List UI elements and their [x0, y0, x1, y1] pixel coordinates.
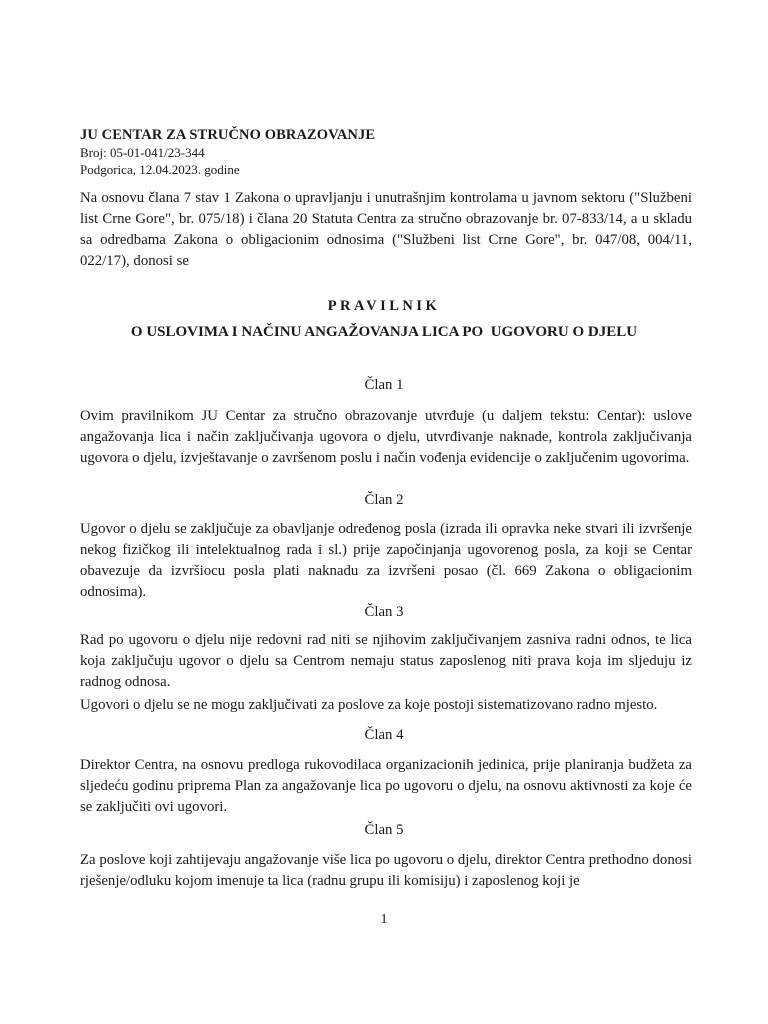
article-5-paragraph: Za poslove koji zahtijevaju angažovanje više lica po ugovoru o djelu, direktor Centra prethodno donosi rješenje/odluku kojom imenuje ta lica (radnu grupu ili komisiju) i zaposlenog koji je — [80, 852, 692, 889]
article-3-paragraph-2: Ugovori o djelu se ne mogu zaključivati za poslove za koje postoji sistematizovano radno mjesto. — [80, 697, 658, 713]
article-2-paragraph: Ugovor o djelu se zaključuje za obavljanje određenog posla (izrada ili opravka neke stvari ili izvršenje nekog fizičkog ili intelektualnog rada i sl.) prije započinjanja ugovorenog posla, za koji se Centar obavezuje da izvršiocu posla plati naknadu za izvršeni posao (čl. 669 Zakona o obligacionim odnosima). — [80, 521, 692, 600]
document-title: PRAVILNIK — [327, 298, 441, 314]
organization-name: JU CENTAR ZA STRUČNO OBRAZOVANJE — [80, 127, 376, 143]
intro-paragraph: Na osnovu člana 7 stav 1 Zakona o upravljanju i unutrašnjim kontrolama u javnom sektoru ("Službeni list Crne Gore", br. 075/18) i člana 20 Statuta Centra za stručno obrazovanje br. 07-833/14, a u skladu sa odredbama Zakona o obligacionim odnosima ("Službeni list Crne Gore", br. 047/08, 004/11, 022/17), donosi se — [80, 190, 692, 269]
place-date: Podgorica, 12.04.2023. godine — [80, 162, 240, 177]
document-subtitle: O USLOVIMA I NAČINU ANGAŽOVANJA LICA PO UGOVORU O DJELU — [130, 324, 638, 340]
article-3-paragraph-1: Rad po ugovoru o djelu nije redovni rad niti se njihovim zaključivanjem zasniva radni odnos, te lica koja zaključuju ugovor o djelu sa Centrom nemaju status zaposlenog niti prava koja im sljeduju iz radnog odnosa. — [80, 632, 692, 690]
page-number: 1 — [380, 912, 388, 927]
article-1-paragraph: Ovim pravilnikom JU Centar za stručno obrazovanje utvrđuje (u daljem tekstu: Centar): uslove angažovanja lica i način zaključivanja ugovora o djelu, utvrđivanje naknade, kontrola zaključivanja ugovora o djelu, izvještavanje o završenom poslu i način vođenja evidencije o zaključenim ugovorima. — [80, 408, 692, 466]
document-header — [80, 127, 375, 178]
article-2-heading: Član 2 — [364, 492, 404, 508]
article-1-heading: Član 1 — [364, 377, 404, 393]
article-4-heading: Član 4 — [364, 727, 404, 743]
article-5-heading: Član 5 — [364, 822, 404, 838]
article-4-paragraph: Direktor Centra, na osnovu predloga rukovodilaca organizacionih jedinica, prije planiranja budžeta za sljedeću godinu priprema Plan za angažovanje lica po ugovoru o djelu, na osnovu aktivnosti za koje će se zaključiti ovi ugovori. — [80, 757, 692, 815]
article-3-heading: Član 3 — [364, 604, 404, 620]
document-number: Broj: 05-01-041/23-344 — [80, 145, 205, 160]
